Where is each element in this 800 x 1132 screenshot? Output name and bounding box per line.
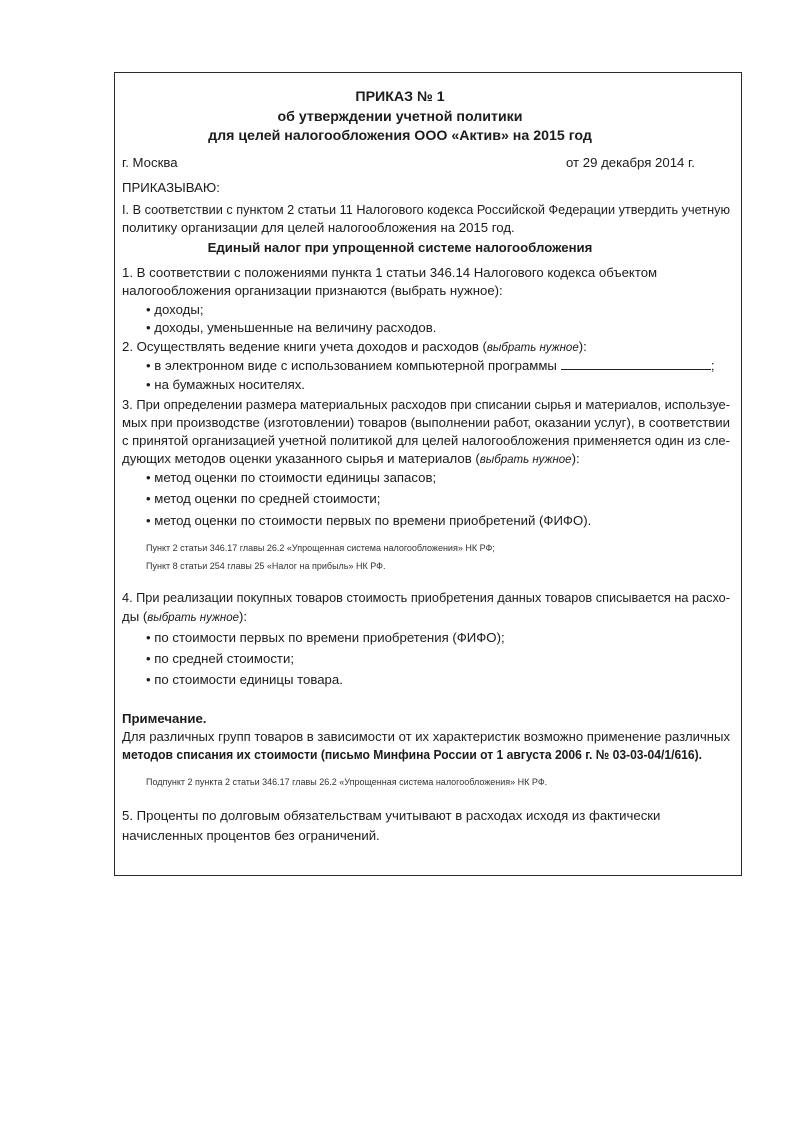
item-2-bullet-1 [146,358,715,374]
title-subject: об утверждении учетной политики [277,109,523,125]
item-3-choose-note: выбрать нужное [479,454,572,466]
item-4-bullet-3: • по стоимости единицы товара. [146,672,343,687]
title-order-number: ПРИКАЗ № 1 [355,89,445,105]
reference-3: Подпункт 2 пункта 2 статьи 346.17 главы 26.2 «Упрощенная система налогообложения» НК РФ. [146,777,548,787]
item-4-line-2 [122,609,247,626]
item-2-choose-note: выбрать нужное [486,342,579,354]
reference-2: Пункт 8 статьи 254 главы 25 «Налог на прибыль» НК РФ. [146,561,386,571]
item-3-close: ): [571,451,580,466]
item-2-bullet-2: • на бумажных носителях. [146,377,305,392]
item-1-line-2: налогообложения организации признаются (выбрать нужное): [122,283,503,298]
item-4-text: ды ( [122,609,148,624]
city: г. Москва [122,155,178,170]
item-4-choose-note: выбрать нужное [147,612,240,624]
item-1-bullet-2: • доходы, уменьшенные на величину расходов. [146,320,437,335]
item-4-line-1: 4. При реализации покупных товаров стоимость приобретения данных товаров списывается на расхо- [122,590,730,605]
item-1-line-1: 1. В соответствии с положениями пункта 1 статьи 346.14 Налогового кодекса объектом [122,265,658,280]
item-2-text: 2. Осуществлять ведение книги учета доходов и расходов ( [122,339,487,354]
order-date: от 29 декабря 2014 г. [566,155,695,170]
item-4-bullet-1: • по стоимости первых по времени приобретения (ФИФО); [146,630,505,645]
item-3-text: дующих методов оценки указанного сырья и материалов ( [122,451,480,466]
item-3-line-3: с принятой организацией учетной политикой для целей налогообложения применяется один из сле- [122,433,730,448]
note-title: Примечание. [122,711,207,726]
item-1-bullet-1: • доходы; [146,302,204,317]
item-3-bullet-2: • метод оценки по средней стоимости; [146,491,381,506]
note-line-1: Для различных групп товаров в зависимости от их характеристик возможно применение различных [122,729,730,744]
item-2-bullet-1-end: ; [710,358,715,373]
item-3-line-1: 3. При определении размера материальных расходов при списании сырья и материалов, используе- [122,397,730,412]
program-name-blank [561,358,711,370]
item-2-bullet-1-text: • в электронном виде с использованием компьютерной программы [146,358,557,373]
item-4-close: ): [239,609,248,624]
item-3-bullet-1: • метод оценки по стоимости единицы запасов; [146,470,437,485]
section-heading: Единый налог при упрощенной системе налогообложения [207,240,593,255]
order-word: ПРИКАЗЫВАЮ: [122,180,220,195]
item-2-close: ): [578,339,587,354]
reference-1: Пункт 2 статьи 346.17 главы 26.2 «Упрощенная система налогообложения» НК РФ; [146,543,495,553]
item-5-line-1: 5. Проценты по долговым обязательствам учитывают в расходах исходя из фактически [122,808,661,823]
note-line-2: методов списания их стоимости (письмо Минфина России от 1 августа 2006 г. № 03-03-04/1/616). [122,747,702,762]
item-3-bullet-3: • метод оценки по стоимости первых по времени приобретений (ФИФО). [146,513,592,528]
title-period: для целей налогообложения ООО «Актив» на 2015 год [208,128,592,144]
item-4-bullet-2: • по средней стоимости; [146,651,294,666]
item-3-line-2: мых при производстве (изготовлении) товаров (выполнении работ, оказании услуг), в соответствии [122,415,730,430]
paragraph-1-line-2: политику организации для целей налогообложения на 2015 год. [122,220,515,235]
item-3-line-4 [122,451,580,468]
item-2-line-1 [122,339,587,356]
item-5-line-2: начисленных процентов без ограничений. [122,828,380,843]
paragraph-1-line-1: I. В соответствии с пунктом 2 статьи 11 Налогового кодекса Российской Федерации утвердить учетную [122,202,730,217]
